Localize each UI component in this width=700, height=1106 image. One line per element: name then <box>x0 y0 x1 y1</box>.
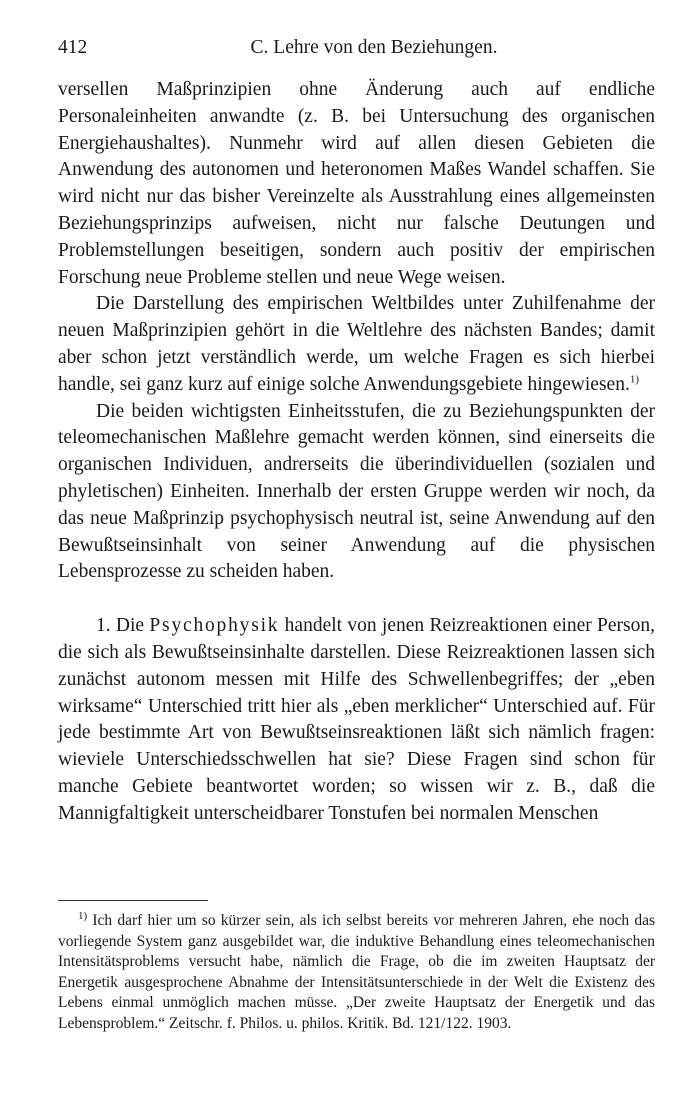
footnote-mark: 1) <box>78 909 88 922</box>
paragraph-text: Die Darstellung des empirischen Weltbildes unter Zuhilfenahme der neuen Maßprinzipien gehört in die Weltlehre des nächsten Bandes; damit aber schon jetzt verständlich werde, um welche Fragen es sich hierbei handle, sei ganz kurz auf einige solche Anwendungsgebiete hingewiesen. <box>58 293 655 395</box>
section-keyword: Psychophysik <box>149 615 280 637</box>
footnote-reference: 1) <box>629 373 639 386</box>
paragraph-einheitsstufen: Die beiden wichtigsten Einheitsstufen, die zu Beziehungspunkten der teleomechanischen Maßlehre gemacht werden können, sind einerseits die organischen Individuen, andrerseits die überindividuellen (sozialen und phyletischen) Einheiten. Innerhalb der ersten Gruppe werden wir noch, da das neue Maßprinzip psychophysisch neutral ist, seine Anwendung auf den Bewußtseinsinhalt von seiner Anwendung auf die physischen Lebensprozesse zu scheiden haben. <box>58 400 655 583</box>
paragraph-continued: versellen Maßprinzipien ohne Änderung auch auf endliche Personaleinheiten anwandte (z. B. bei Untersuchung des organischen Energiehaushaltes). Nunmehr wird auf allen diesen Gebieten die Anwendung des autonomen und heteronomen Maßes Wandel schaffen. Sie wird nicht nur das bisher Vereinzelte als Ausstrahlung eines allgemeinsten Beziehungsprinzips aufweisen, nicht nur falsche Deutungen und Problemstellungen beseitigen, sondern auch positiv der empirischen Forschung neue Probleme stellen und neue Wege weisen. <box>58 79 655 288</box>
footnote-text: Ich darf hier um so kürzer sein, als ich selbst bereits vor mehreren Jahren, ehe noch das vorliegende System ganz ausgebildet war, die induktive Behandlung eines teleomechanischen Intensitätsproblems versucht habe, nämlich die Frage, ob die im zweiten Hauptsatz der Energetik ausgesprochene Abnahme der Intensitätsunterschiede in der Welt die Existenz des Lebens einmal unmöglich machen müsse. „Der zweite Hauptsatz der Energetik und das Lebensproblem.“ Zeitschr. f. Philos. u. philos. Kritik. Bd. 121/122. 1903. <box>58 912 655 1032</box>
footnote-paragraph <box>58 911 655 1035</box>
section-text: handelt von jenen Reizreaktionen einer Person, die sich als Bewußtseinsinhalte darstellen. Diese Reizreaktionen lassen sich zunächst autonom messen mit Hilfe des Schwellenbegriffes; der „eben wirksame“ Unterschied tritt hier als „eben merklicher“ Unterschied auf. Für jede bestimmte Art von Bewußtseinsreaktionen läßt sich nämlich fragen: wieviele Unterschiedsschwellen hat sie? Diese Fragen sind schon für manche Gebiete beantwortet worden; so wissen wir z. B., daß die Mannigfaltigkeit unterscheidbarer Tonstufen bei normalen Menschen <box>58 615 656 824</box>
page-header <box>58 36 650 60</box>
section-number: 1. Die <box>96 615 145 637</box>
footnote <box>58 911 655 1035</box>
footnote-divider <box>58 900 208 901</box>
running-title: C. Lehre von den Beziehungen. <box>250 37 498 58</box>
body-text <box>58 77 655 828</box>
section-psychophysik <box>58 613 655 827</box>
page-number: 412 <box>58 37 88 58</box>
paragraph-darstellung <box>58 291 655 398</box>
